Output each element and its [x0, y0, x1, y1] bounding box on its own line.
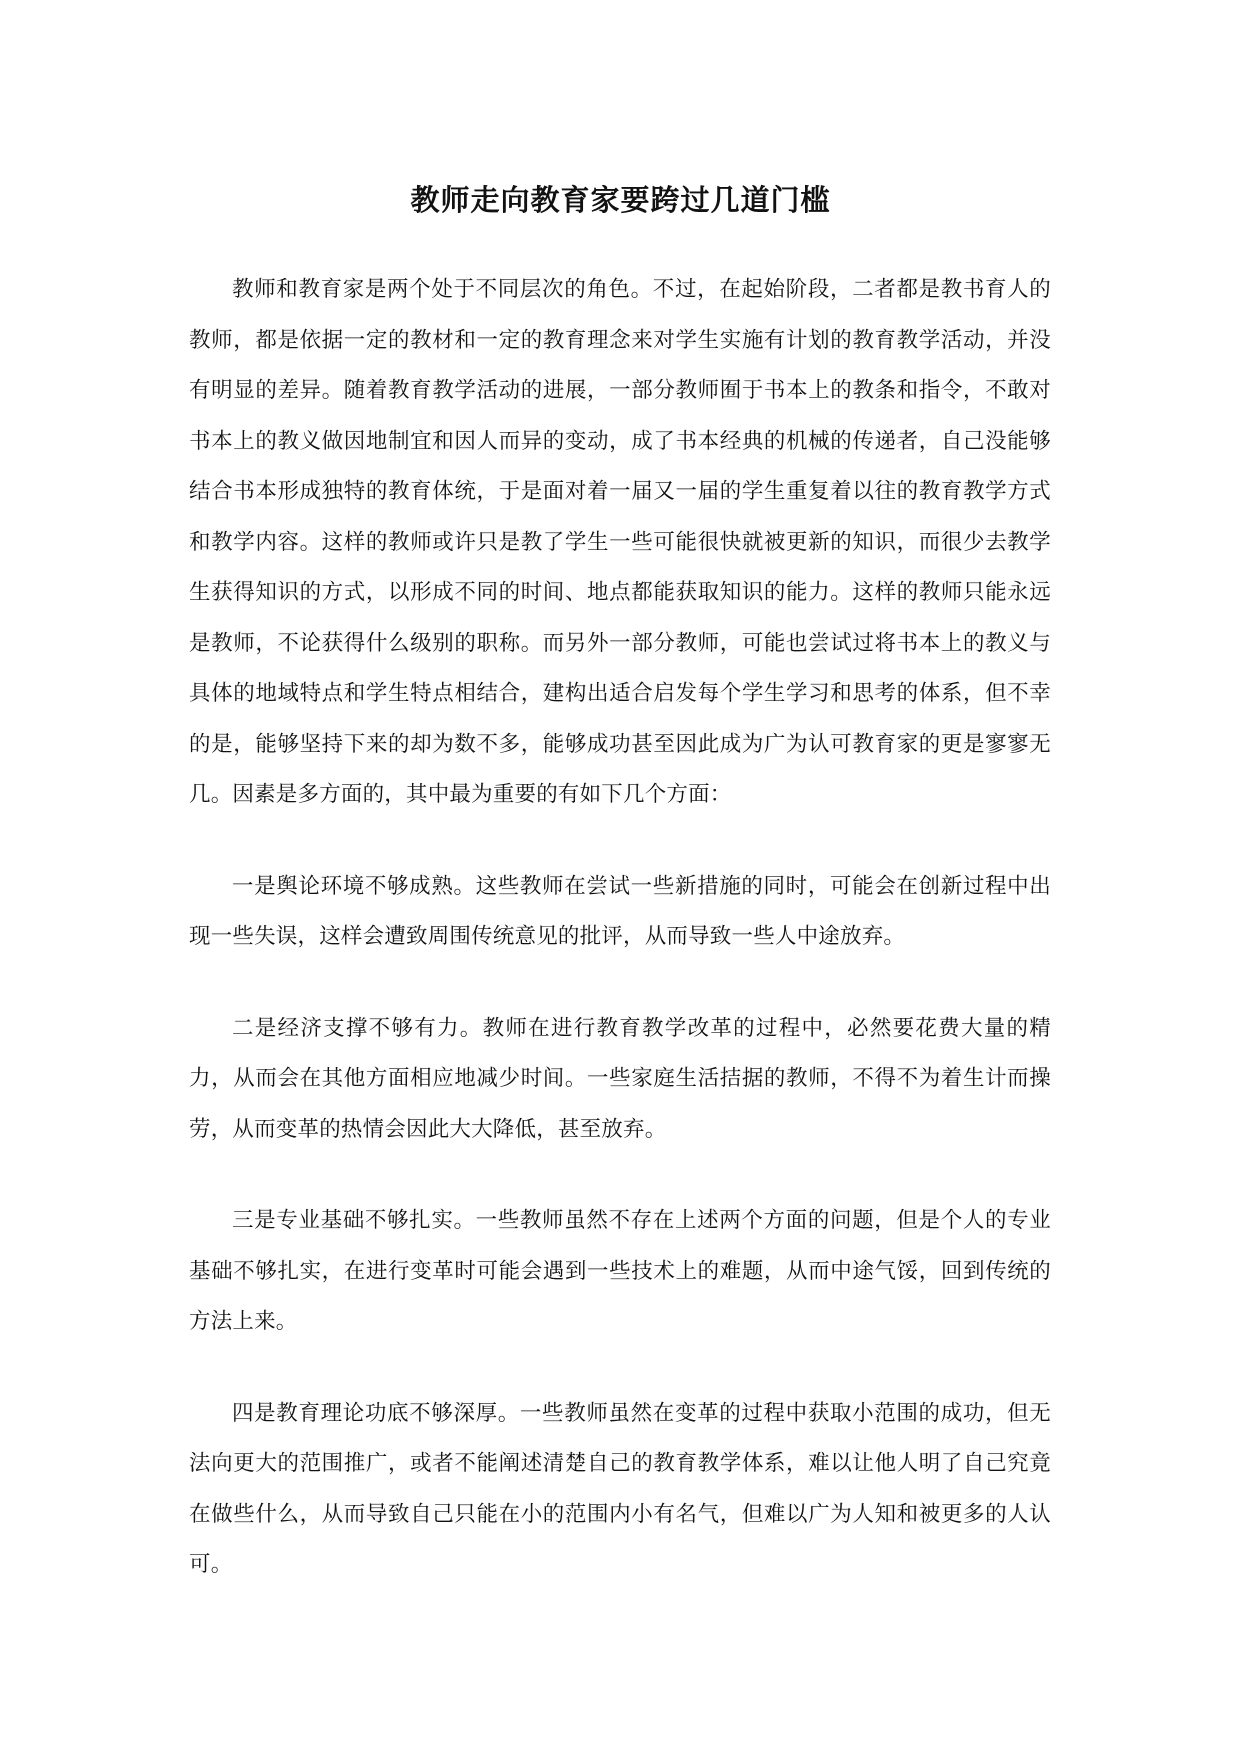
- document-body: [189, 265, 1051, 1591]
- document-title: 教师走向教育家要跨过几道门槛: [410, 183, 831, 217]
- paragraph-point-3: 三是专业基础不够扎实。一些教师虽然不存在上述两个方面的问题，但是个人的专业基础不够扎实，在进行变革时可能会遇到一些技术上的难题，从而中途气馁，回到传统的方法上来。: [189, 1208, 1051, 1334]
- paragraph-intro: 教师和教育家是两个处于不同层次的角色。不过，在起始阶段，二者都是教书育人的教师，都是依据一定的教材和一定的教育理念来对学生实施有计划的教育教学活动，并没有明显的差异。随着教育教学活动的进展，一部分教师囿于书本上的教条和指令，不敢对书本上的教义做因地制宜和因人而异的变动，成了书本经典的机械的传递者，自己没能够结合书本形成独特的教育体统，于是面对着一届又一届的学生重复着以往的教育教学方式和教学内容。这样的教师或许只是教了学生一些可能很快就被更新的知识，而很少去教学生获得知识的方式，以形成不同的时间、地点都能获取知识的能力。这样的教师只能永远是教师，不论获得什么级别的职称。而另外一部分教师，可能也尝试过将书本上的教义与具体的地域特点和学生特点相结合，建构出适合启发每个学生学习和思考的体系，但不幸的是，能够坚持下来的却为数不多，能够成功甚至因此成为广为认可教育家的更是寥寥无几。因素是多方面的，其中最为重要的有如下几个方面：: [189, 277, 1051, 807]
- paragraph-point-2: 二是经济支撑不够有力。教师在进行教育教学改革的过程中，必然要花费大量的精力，从而会在其他方面相应地减少时间。一些家庭生活拮据的教师，不得不为着生计而操劳，从而变革的热情会因此大大降低，甚至放弃。: [189, 1015, 1051, 1142]
- paragraph-point-1: 一是舆论环境不够成熟。这些教师在尝试一些新措施的同时，可能会在创新过程中出现一些失误，这样会遭致周围传统意见的批评，从而导致一些人中途放弃。: [189, 873, 1051, 949]
- paragraph-point-4: 四是教育理论功底不够深厚。一些教师虽然在变革的过程中获取小范围的成功，但无法向更大的范围推广，或者不能阐述清楚自己的教育教学体系，难以让他人明了自己究竟在做些什么，从而导致自己只能在小的范围内小有名气，但难以广为人知和被更多的人认可。: [189, 1400, 1051, 1577]
